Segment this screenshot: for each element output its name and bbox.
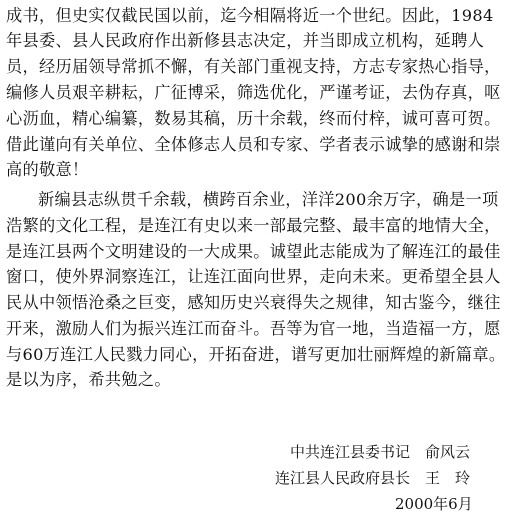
signature-party-secretary: 中共连江县委书记 俞风云 bbox=[290, 443, 471, 461]
paragraph2-line-6: 开来，激励人们为振兴连江而奋斗。吾等为官一地，当造福一方，愿 bbox=[6, 319, 501, 338]
paragraph1-line-7: 高的敬意！ bbox=[6, 160, 89, 179]
paragraph2-line-8: 是以为序，希共勉之。 bbox=[6, 370, 171, 389]
paragraph1-line-5: 心沥血，精心编纂，数易其稿，历十余载，终而付梓，诚可喜可贺。 bbox=[6, 109, 501, 128]
paragraph1-line-4: 编修人员艰辛耕耘，广征博采，筛选优化，严谨考证，去伪存真，呕 bbox=[6, 83, 501, 102]
paragraph1-line-1: 成书，但史实仅截民国以前，迄今相隔将近一个世纪。因此，1984 bbox=[6, 6, 494, 25]
paragraph1-line-6: 借此谨向有关单位、全体修志人员和专家、学者表示诚挚的感谢和崇 bbox=[6, 135, 501, 154]
paragraph1-line-2: 年县委、县人民政府作出新修县志决定，并当即成立机构，延聘人 bbox=[6, 31, 485, 50]
paragraph2-line-3: 是连江县两个文明建设的一大成果。诚望此志能成为了解连江的最佳 bbox=[6, 242, 501, 261]
signature-date: 2000年6月 bbox=[395, 495, 473, 513]
paragraph2-line-2: 浩繁的文化工程，是连江有史以来一部最完整、最丰富的地情大全， bbox=[6, 216, 501, 235]
paragraph2-line-4: 窗口，使外界洞察连江，让连江面向世界，走向未来。更希望全县人 bbox=[6, 267, 501, 286]
paragraph2-line-7: 与60万连江人民戮力同心，开拓奋进，谱写更加壮丽辉煌的新篇章。 bbox=[6, 345, 506, 364]
paragraph2-line-5: 民从中领悟沧桑之巨变，感知历史兴衰得失之规律，知古鉴今，继往 bbox=[6, 293, 501, 312]
signature-county-head: 连江县人民政府县长 王 玲 bbox=[275, 469, 471, 487]
paragraph1-line-3: 员，经历届领导常抓不懈，有关部门重视支持，方志专家热心指导， bbox=[6, 57, 501, 76]
paragraph2-line-1: 新编县志纵贯千余载，横跨百余业，洋洋200余万字，确是一项 bbox=[38, 190, 499, 209]
